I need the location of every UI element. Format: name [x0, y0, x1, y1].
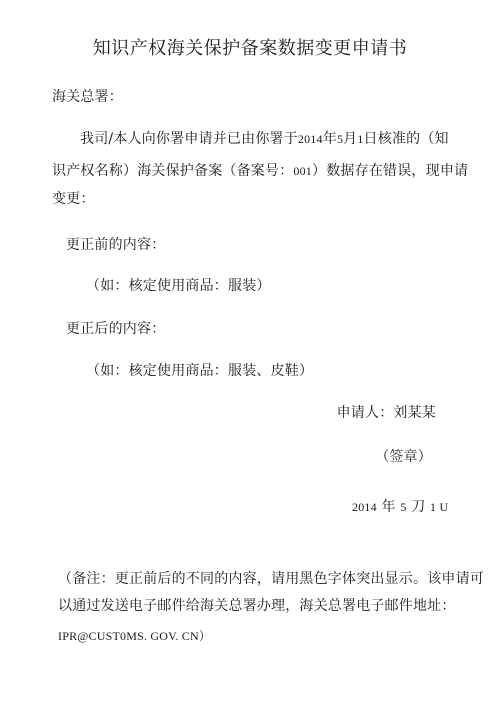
after-content: （如：核定使用商品：服装、皮鞋） [86, 363, 314, 379]
body-text: ）数据存在错误，现申请 [312, 163, 469, 179]
applicant-name: 申请人：刘某某 [336, 405, 436, 421]
note-line-2: 以通过发送电子邮件给海关总署办理，海关总署电子邮件地址： [58, 598, 456, 614]
date-year-unit: 年 [322, 131, 337, 147]
after-label: 更正后的内容： [66, 321, 166, 337]
sign-date-day: 1 U [430, 500, 449, 514]
body-line-3: 变更： [52, 191, 95, 207]
seal-label: （签章） [375, 449, 432, 465]
date-month-unit: 月 [343, 131, 358, 147]
body-text: 我司/本人向你署申请并已由你署于 [80, 131, 298, 147]
date-year: 2014 [297, 132, 323, 146]
body-text: 日核准的（知 [363, 131, 449, 147]
body-line-1 [80, 130, 449, 148]
sign-date [352, 498, 448, 516]
before-content: （如：核定使用商品：服装） [86, 278, 271, 294]
body-text: 识产权名称）海关保护备案（备案号： [52, 163, 294, 179]
sign-date-year: 2014 [352, 500, 377, 514]
note-line-1: （备注：更正前后的不同的内容，请用黑色字体突出显示。该申请可 [58, 571, 484, 587]
email-address: IPR@CUST0MS. GOV. CN） [58, 629, 212, 643]
addressee: 海关总署： [52, 89, 123, 105]
document-title: 知识产权海关保护备案数据变更申请书 [92, 38, 408, 59]
sign-date-month-unit: 刀 [411, 499, 426, 515]
sign-date-month: 5 [400, 500, 407, 514]
sign-date-year-unit: 年 [381, 499, 396, 515]
date-month: 5 [336, 132, 344, 146]
date-day: 1 [357, 132, 364, 146]
body-line-2 [52, 162, 468, 180]
before-label: 更正前的内容： [66, 237, 166, 253]
record-number: 001 [293, 164, 313, 178]
